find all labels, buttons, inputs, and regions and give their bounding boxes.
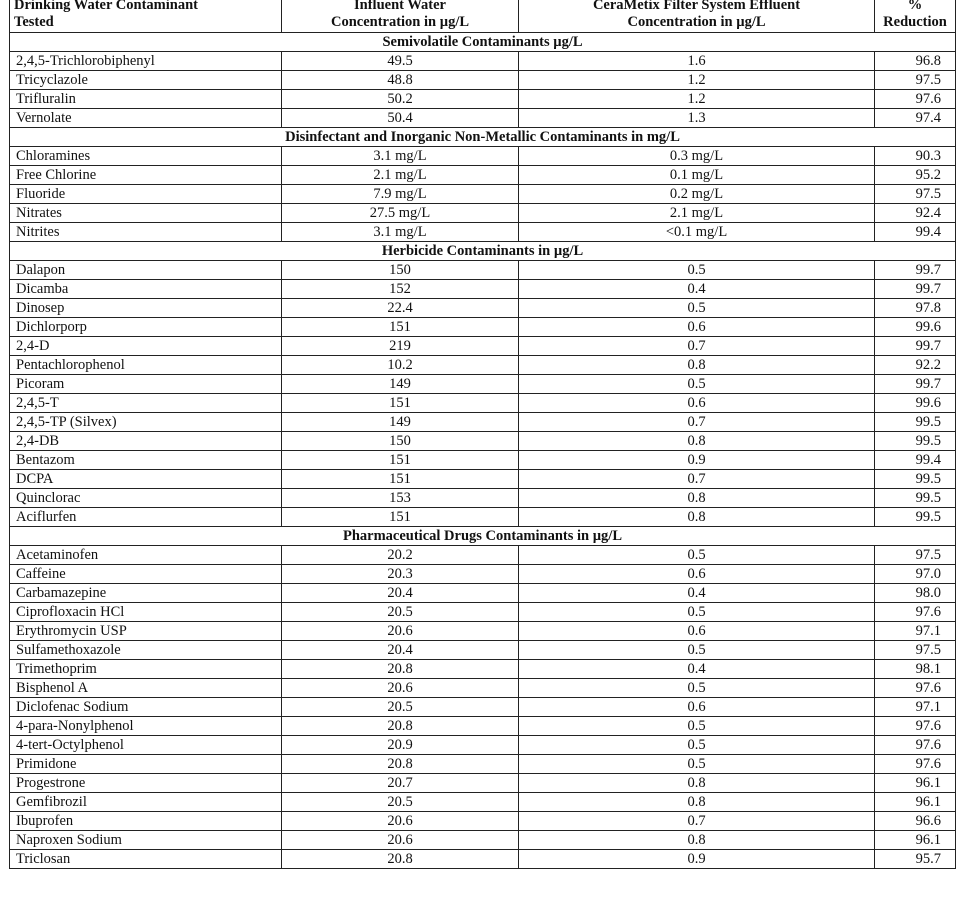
- table-row: [10, 204, 956, 223]
- cell-effluent: 0.5: [519, 299, 875, 318]
- section-title: Pharmaceutical Drugs Contaminants in µg/L: [10, 527, 956, 546]
- cell-influent: 20.9: [282, 736, 519, 755]
- cell-effluent: 0.7: [519, 413, 875, 432]
- cell-contaminant: Primidone: [10, 755, 282, 774]
- cell-effluent: 0.6: [519, 698, 875, 717]
- cell-contaminant: 2,4,5-Trichlorobiphenyl: [10, 52, 282, 71]
- cell-effluent: 0.8: [519, 489, 875, 508]
- table-row: [10, 375, 956, 394]
- cell-influent: 20.4: [282, 641, 519, 660]
- cell-influent: 20.5: [282, 698, 519, 717]
- cell-effluent: 0.5: [519, 261, 875, 280]
- cell-effluent: 0.5: [519, 641, 875, 660]
- cell-contaminant: Dichlorporp: [10, 318, 282, 337]
- cell-reduction: 98.0: [875, 584, 956, 603]
- cell-contaminant: Nitrates: [10, 204, 282, 223]
- table-row: [10, 223, 956, 242]
- cell-contaminant: Carbamazepine: [10, 584, 282, 603]
- cell-influent: 10.2: [282, 356, 519, 375]
- cell-contaminant: Free Chlorine: [10, 166, 282, 185]
- cell-influent: 20.6: [282, 622, 519, 641]
- cell-reduction: 97.1: [875, 622, 956, 641]
- cell-influent: 151: [282, 318, 519, 337]
- cell-reduction: 96.8: [875, 52, 956, 71]
- cell-effluent: 0.5: [519, 679, 875, 698]
- cell-influent: 150: [282, 432, 519, 451]
- cell-influent: 20.2: [282, 546, 519, 565]
- cell-reduction: 99.6: [875, 394, 956, 413]
- cell-reduction: 97.6: [875, 603, 956, 622]
- cell-effluent: 0.8: [519, 831, 875, 850]
- cell-influent: 20.3: [282, 565, 519, 584]
- cell-effluent: 1.6: [519, 52, 875, 71]
- cell-effluent: 0.5: [519, 603, 875, 622]
- cell-contaminant: 2,4,5-T: [10, 394, 282, 413]
- cell-contaminant: 2,4-D: [10, 337, 282, 356]
- cell-effluent: <0.1 mg/L: [519, 223, 875, 242]
- table-row: [10, 603, 956, 622]
- cell-contaminant: Nitrites: [10, 223, 282, 242]
- cell-influent: 151: [282, 470, 519, 489]
- section-row: [10, 128, 956, 147]
- cell-effluent: 0.6: [519, 318, 875, 337]
- cell-reduction: 99.7: [875, 337, 956, 356]
- table-row: [10, 660, 956, 679]
- cell-effluent: 0.5: [519, 736, 875, 755]
- table-row: [10, 755, 956, 774]
- table-row: [10, 337, 956, 356]
- cell-effluent: 0.7: [519, 470, 875, 489]
- cell-contaminant: 2,4,5-TP (Silvex): [10, 413, 282, 432]
- cell-influent: 20.6: [282, 679, 519, 698]
- cell-effluent: 0.8: [519, 432, 875, 451]
- cell-effluent: 1.3: [519, 109, 875, 128]
- cell-contaminant: Bisphenol A: [10, 679, 282, 698]
- cell-influent: 149: [282, 413, 519, 432]
- cell-contaminant: Pentachlorophenol: [10, 356, 282, 375]
- cell-reduction: 96.1: [875, 774, 956, 793]
- cell-contaminant: Tricyclazole: [10, 71, 282, 90]
- cell-contaminant: Dalapon: [10, 261, 282, 280]
- cell-influent: 20.8: [282, 660, 519, 679]
- cell-contaminant: 4-para-Nonylphenol: [10, 717, 282, 736]
- cell-effluent: 2.1 mg/L: [519, 204, 875, 223]
- header-influent: Influent Water Concentration in µg/L: [282, 0, 519, 33]
- cell-contaminant: Picoram: [10, 375, 282, 394]
- cell-effluent: 0.8: [519, 774, 875, 793]
- table-row: [10, 546, 956, 565]
- cell-effluent: 0.6: [519, 394, 875, 413]
- cell-effluent: 0.8: [519, 793, 875, 812]
- cell-contaminant: 4-tert-Octylphenol: [10, 736, 282, 755]
- cell-contaminant: Sulfamethoxazole: [10, 641, 282, 660]
- table-row: [10, 185, 956, 204]
- table-row: [10, 413, 956, 432]
- cell-influent: 219: [282, 337, 519, 356]
- cell-contaminant: Trimethoprim: [10, 660, 282, 679]
- cell-reduction: 97.6: [875, 736, 956, 755]
- cell-reduction: 96.1: [875, 793, 956, 812]
- cell-reduction: 99.5: [875, 470, 956, 489]
- cell-effluent: 0.4: [519, 660, 875, 679]
- cell-effluent: 0.5: [519, 375, 875, 394]
- cell-reduction: 97.4: [875, 109, 956, 128]
- cell-reduction: 99.5: [875, 508, 956, 527]
- cell-contaminant: Caffeine: [10, 565, 282, 584]
- table-row: [10, 793, 956, 812]
- section-title: Semivolatile Contaminants µg/L: [10, 33, 956, 52]
- cell-influent: 2.1 mg/L: [282, 166, 519, 185]
- table-row: [10, 850, 956, 869]
- cell-reduction: 99.4: [875, 223, 956, 242]
- cell-contaminant: Ibuprofen: [10, 812, 282, 831]
- cell-influent: 152: [282, 280, 519, 299]
- cell-influent: 20.8: [282, 755, 519, 774]
- cell-influent: 20.5: [282, 793, 519, 812]
- cell-effluent: 0.9: [519, 850, 875, 869]
- cell-influent: 50.2: [282, 90, 519, 109]
- cell-effluent: 0.9: [519, 451, 875, 470]
- cell-reduction: 97.5: [875, 71, 956, 90]
- cell-contaminant: Chloramines: [10, 147, 282, 166]
- section-title: Disinfectant and Inorganic Non-Metallic Contaminants in mg/L: [10, 128, 956, 147]
- table-row: [10, 451, 956, 470]
- cell-reduction: 99.6: [875, 318, 956, 337]
- cell-influent: 151: [282, 508, 519, 527]
- cell-reduction: 97.6: [875, 755, 956, 774]
- cell-contaminant: Bentazom: [10, 451, 282, 470]
- cell-effluent: 0.7: [519, 812, 875, 831]
- cell-influent: 20.8: [282, 717, 519, 736]
- cell-effluent: 1.2: [519, 90, 875, 109]
- cell-contaminant: Triclosan: [10, 850, 282, 869]
- section-row: [10, 33, 956, 52]
- cell-effluent: 0.3 mg/L: [519, 147, 875, 166]
- cell-contaminant: Naproxen Sodium: [10, 831, 282, 850]
- cell-reduction: 99.5: [875, 413, 956, 432]
- cell-contaminant: DCPA: [10, 470, 282, 489]
- cell-influent: 20.4: [282, 584, 519, 603]
- cell-contaminant: 2,4-DB: [10, 432, 282, 451]
- table-row: [10, 90, 956, 109]
- table-row: [10, 394, 956, 413]
- table-row: [10, 584, 956, 603]
- cell-influent: 22.4: [282, 299, 519, 318]
- cell-reduction: 99.5: [875, 489, 956, 508]
- table-row: [10, 432, 956, 451]
- table-row: [10, 356, 956, 375]
- table-row: [10, 470, 956, 489]
- table-row: [10, 318, 956, 337]
- cell-contaminant: Dinosep: [10, 299, 282, 318]
- cell-influent: 153: [282, 489, 519, 508]
- cell-contaminant: Acetaminofen: [10, 546, 282, 565]
- table-row: [10, 717, 956, 736]
- cell-effluent: 0.5: [519, 546, 875, 565]
- table-row: [10, 679, 956, 698]
- table-row: [10, 489, 956, 508]
- cell-effluent: 0.6: [519, 565, 875, 584]
- table-row: [10, 52, 956, 71]
- cell-influent: 20.7: [282, 774, 519, 793]
- table-row: [10, 508, 956, 527]
- cell-reduction: 95.7: [875, 850, 956, 869]
- cell-effluent: 0.4: [519, 584, 875, 603]
- cell-reduction: 99.5: [875, 432, 956, 451]
- cell-influent: 20.6: [282, 812, 519, 831]
- cell-effluent: 0.5: [519, 755, 875, 774]
- table-row: [10, 299, 956, 318]
- cell-effluent: 0.8: [519, 356, 875, 375]
- cell-influent: 3.1 mg/L: [282, 223, 519, 242]
- cell-contaminant: Erythromycin USP: [10, 622, 282, 641]
- cell-reduction: 92.2: [875, 356, 956, 375]
- cell-influent: 49.5: [282, 52, 519, 71]
- cell-influent: 48.8: [282, 71, 519, 90]
- cell-contaminant: Dicamba: [10, 280, 282, 299]
- cell-influent: 151: [282, 451, 519, 470]
- cell-contaminant: Quinclorac: [10, 489, 282, 508]
- section-title: Herbicide Contaminants in µg/L: [10, 242, 956, 261]
- table-row: [10, 622, 956, 641]
- cell-reduction: 98.1: [875, 660, 956, 679]
- header-contaminant: Drinking Water Contaminant Tested: [10, 0, 282, 33]
- cell-influent: 150: [282, 261, 519, 280]
- table-row: [10, 812, 956, 831]
- cell-contaminant: Aciflurfen: [10, 508, 282, 527]
- contaminant-table: [9, 0, 956, 869]
- cell-reduction: 97.5: [875, 185, 956, 204]
- cell-reduction: 97.6: [875, 717, 956, 736]
- cell-influent: 50.4: [282, 109, 519, 128]
- cell-influent: 149: [282, 375, 519, 394]
- cell-reduction: 97.0: [875, 565, 956, 584]
- cell-effluent: 0.6: [519, 622, 875, 641]
- cell-effluent: 0.1 mg/L: [519, 166, 875, 185]
- cell-contaminant: Trifluralin: [10, 90, 282, 109]
- cell-reduction: 99.4: [875, 451, 956, 470]
- table-row: [10, 147, 956, 166]
- cell-reduction: 99.7: [875, 280, 956, 299]
- cell-reduction: 96.1: [875, 831, 956, 850]
- cell-reduction: 97.5: [875, 641, 956, 660]
- cell-reduction: 99.7: [875, 261, 956, 280]
- table-row: [10, 109, 956, 128]
- cell-influent: 3.1 mg/L: [282, 147, 519, 166]
- header-row: [10, 0, 956, 33]
- cell-reduction: 97.1: [875, 698, 956, 717]
- cell-effluent: 0.8: [519, 508, 875, 527]
- table-row: [10, 166, 956, 185]
- cell-reduction: 99.7: [875, 375, 956, 394]
- cell-reduction: 97.8: [875, 299, 956, 318]
- table-row: [10, 261, 956, 280]
- table-row: [10, 641, 956, 660]
- cell-reduction: 96.6: [875, 812, 956, 831]
- section-row: [10, 242, 956, 261]
- cell-reduction: 92.4: [875, 204, 956, 223]
- table-row: [10, 280, 956, 299]
- table-row: [10, 831, 956, 850]
- cell-influent: 7.9 mg/L: [282, 185, 519, 204]
- cell-influent: 151: [282, 394, 519, 413]
- cell-reduction: 97.6: [875, 90, 956, 109]
- table-row: [10, 698, 956, 717]
- cell-influent: 20.5: [282, 603, 519, 622]
- cell-influent: 20.6: [282, 831, 519, 850]
- cell-effluent: 0.4: [519, 280, 875, 299]
- table-row: [10, 565, 956, 584]
- cell-influent: 27.5 mg/L: [282, 204, 519, 223]
- cell-contaminant: Progestrone: [10, 774, 282, 793]
- table-body: [10, 33, 956, 869]
- cell-contaminant: Ciprofloxacin HCl: [10, 603, 282, 622]
- cell-effluent: 0.7: [519, 337, 875, 356]
- cell-reduction: 90.3: [875, 147, 956, 166]
- cell-effluent: 0.5: [519, 717, 875, 736]
- table-row: [10, 774, 956, 793]
- cell-effluent: 0.2 mg/L: [519, 185, 875, 204]
- cell-contaminant: Fluoride: [10, 185, 282, 204]
- section-row: [10, 527, 956, 546]
- cell-reduction: 97.5: [875, 546, 956, 565]
- cell-reduction: 97.6: [875, 679, 956, 698]
- cell-contaminant: Diclofenac Sodium: [10, 698, 282, 717]
- table-row: [10, 736, 956, 755]
- cell-contaminant: Vernolate: [10, 109, 282, 128]
- cell-contaminant: Gemfibrozil: [10, 793, 282, 812]
- header-reduction: % Reduction: [875, 0, 956, 33]
- header-effluent: CeraMetix Filter System Effluent Concentration in µg/L: [519, 0, 875, 33]
- table-row: [10, 71, 956, 90]
- cell-effluent: 1.2: [519, 71, 875, 90]
- cell-reduction: 95.2: [875, 166, 956, 185]
- cell-influent: 20.8: [282, 850, 519, 869]
